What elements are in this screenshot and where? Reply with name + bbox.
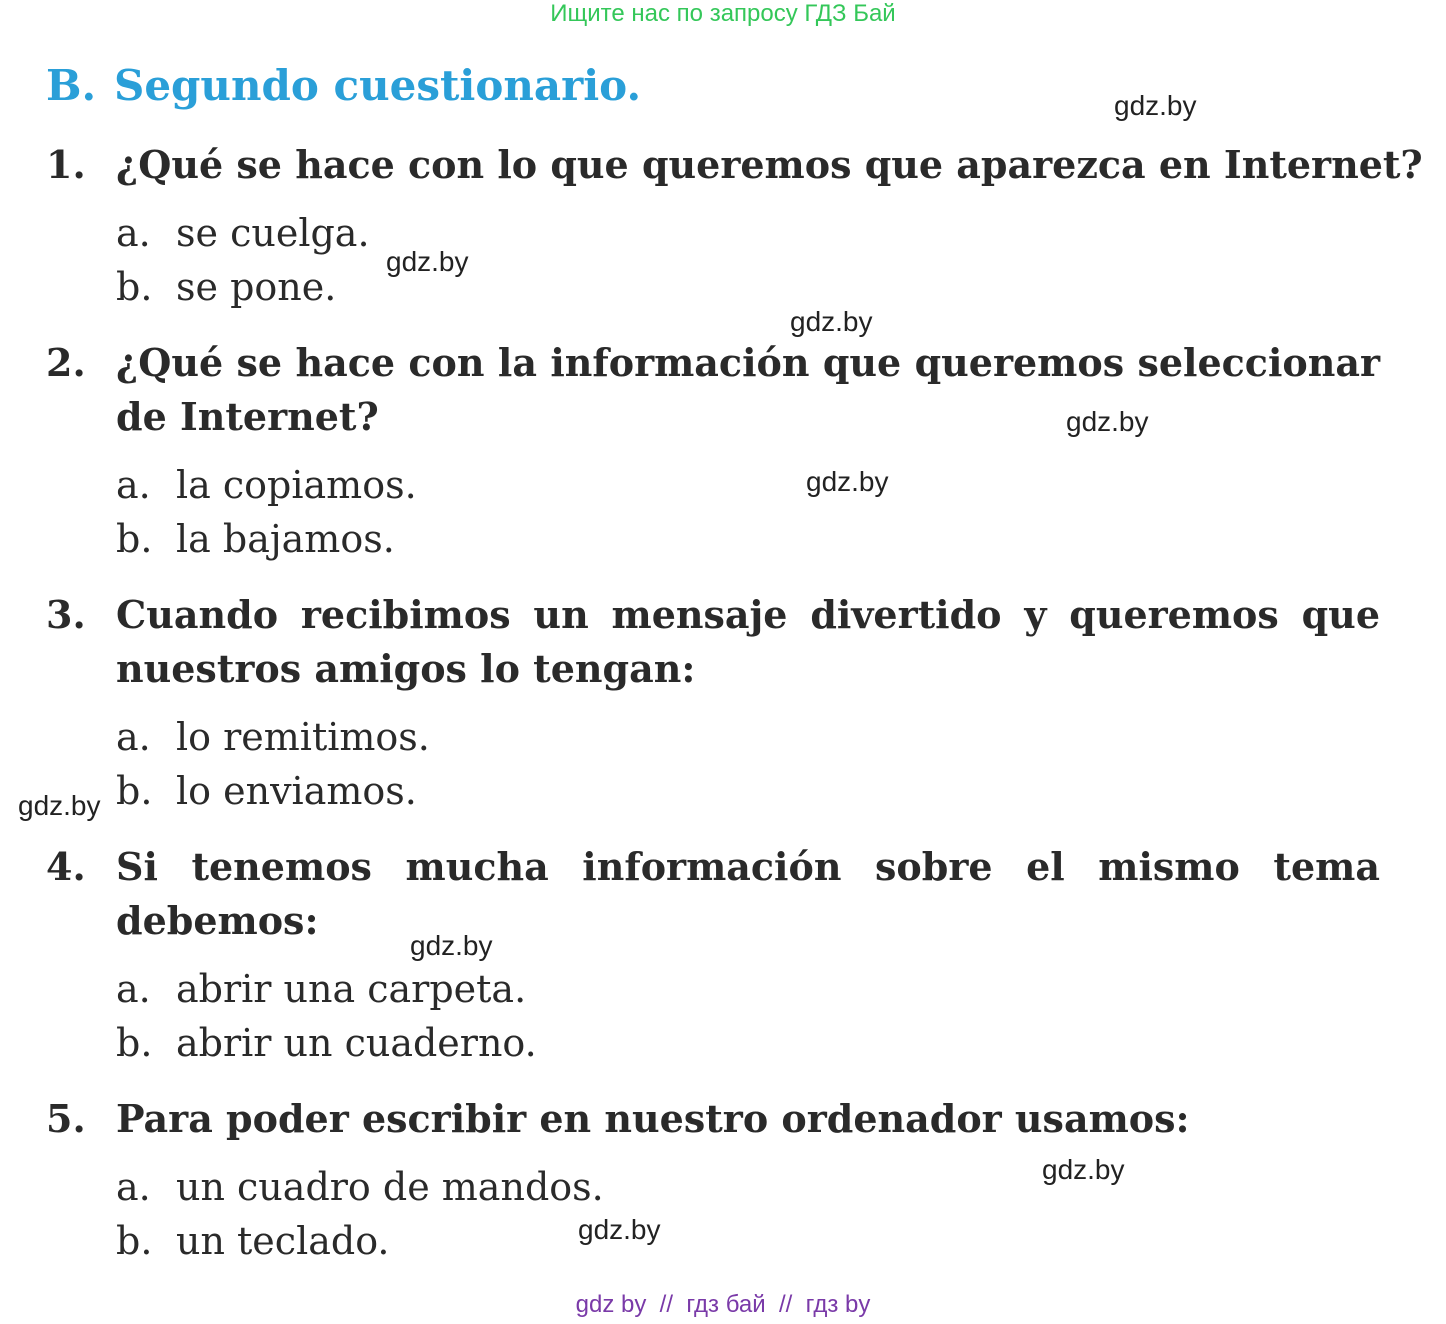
option-text: un teclado. bbox=[176, 1219, 390, 1263]
question-number: 3. bbox=[46, 592, 86, 637]
option-text: se pone. bbox=[176, 265, 337, 309]
option-letter: b. bbox=[116, 1021, 153, 1065]
watermark: gdz.by bbox=[18, 790, 101, 821]
option-letter: a. bbox=[116, 715, 151, 759]
option-item bbox=[116, 1214, 390, 1268]
option-text: un cuadro de mandos. bbox=[176, 1165, 604, 1209]
question-number: 2. bbox=[46, 340, 86, 385]
section-letter: B. bbox=[46, 61, 97, 110]
question-number: 5. bbox=[46, 1096, 86, 1141]
watermark: gdz.by bbox=[1066, 406, 1149, 437]
question-text: ¿Qué se hace con la información que queremos seleccionar de Internet? bbox=[116, 340, 1380, 439]
option-item bbox=[116, 962, 526, 1016]
option-item bbox=[116, 1160, 604, 1214]
option-letter: b. bbox=[116, 1219, 153, 1263]
option-letter: a. bbox=[116, 1165, 151, 1209]
watermark: gdz.by bbox=[1042, 1154, 1125, 1185]
question-text: Cuando recibimos un mensaje divertido y queremos que nuestros amigos lo tengan: bbox=[116, 592, 1380, 691]
option-item bbox=[116, 206, 370, 260]
option-text: la copiamos. bbox=[176, 463, 417, 507]
option-letter: a. bbox=[116, 463, 151, 507]
option-item bbox=[116, 260, 336, 314]
option-item bbox=[116, 512, 395, 566]
question-text: ¿Qué se hace con lo que queremos que aparezca en Internet? bbox=[116, 142, 1423, 187]
option-letter: b. bbox=[116, 265, 153, 309]
section-title bbox=[46, 60, 641, 112]
option-text: se cuelga. bbox=[176, 211, 370, 255]
option-text: lo enviamos. bbox=[176, 769, 417, 813]
watermark: gdz.by bbox=[578, 1214, 661, 1245]
question-text: Para poder escribir en nuestro ordenador usamos: bbox=[116, 1096, 1190, 1141]
option-letter: b. bbox=[116, 769, 153, 813]
option-text: abrir una carpeta. bbox=[176, 967, 527, 1011]
option-item bbox=[116, 710, 430, 764]
watermark: gdz.by bbox=[790, 306, 873, 337]
watermark: gdz.by bbox=[806, 466, 889, 497]
option-text: lo remitimos. bbox=[176, 715, 430, 759]
question-text: Si tenemos mucha información sobre el mismo tema debemos: bbox=[116, 844, 1380, 943]
option-item bbox=[116, 458, 417, 512]
option-letter: b. bbox=[116, 517, 153, 561]
section-title-text: Segundo cuestionario. bbox=[114, 61, 642, 110]
top-banner: Ищите нас по запросу ГДЗ Бай bbox=[550, 0, 896, 27]
question-number: 1. bbox=[46, 142, 86, 187]
footer: gdz by // гдз бай // гдз by bbox=[575, 1291, 871, 1318]
option-text: la bajamos. bbox=[176, 517, 395, 561]
option-item bbox=[116, 1016, 537, 1070]
option-text: abrir un cuaderno. bbox=[176, 1021, 537, 1065]
option-letter: a. bbox=[116, 967, 151, 1011]
question-number: 4. bbox=[46, 844, 86, 889]
watermark: gdz.by bbox=[1114, 90, 1197, 121]
option-letter: a. bbox=[116, 211, 151, 255]
watermark: gdz.by bbox=[410, 930, 493, 961]
option-item bbox=[116, 764, 417, 818]
watermark: gdz.by bbox=[386, 246, 469, 277]
